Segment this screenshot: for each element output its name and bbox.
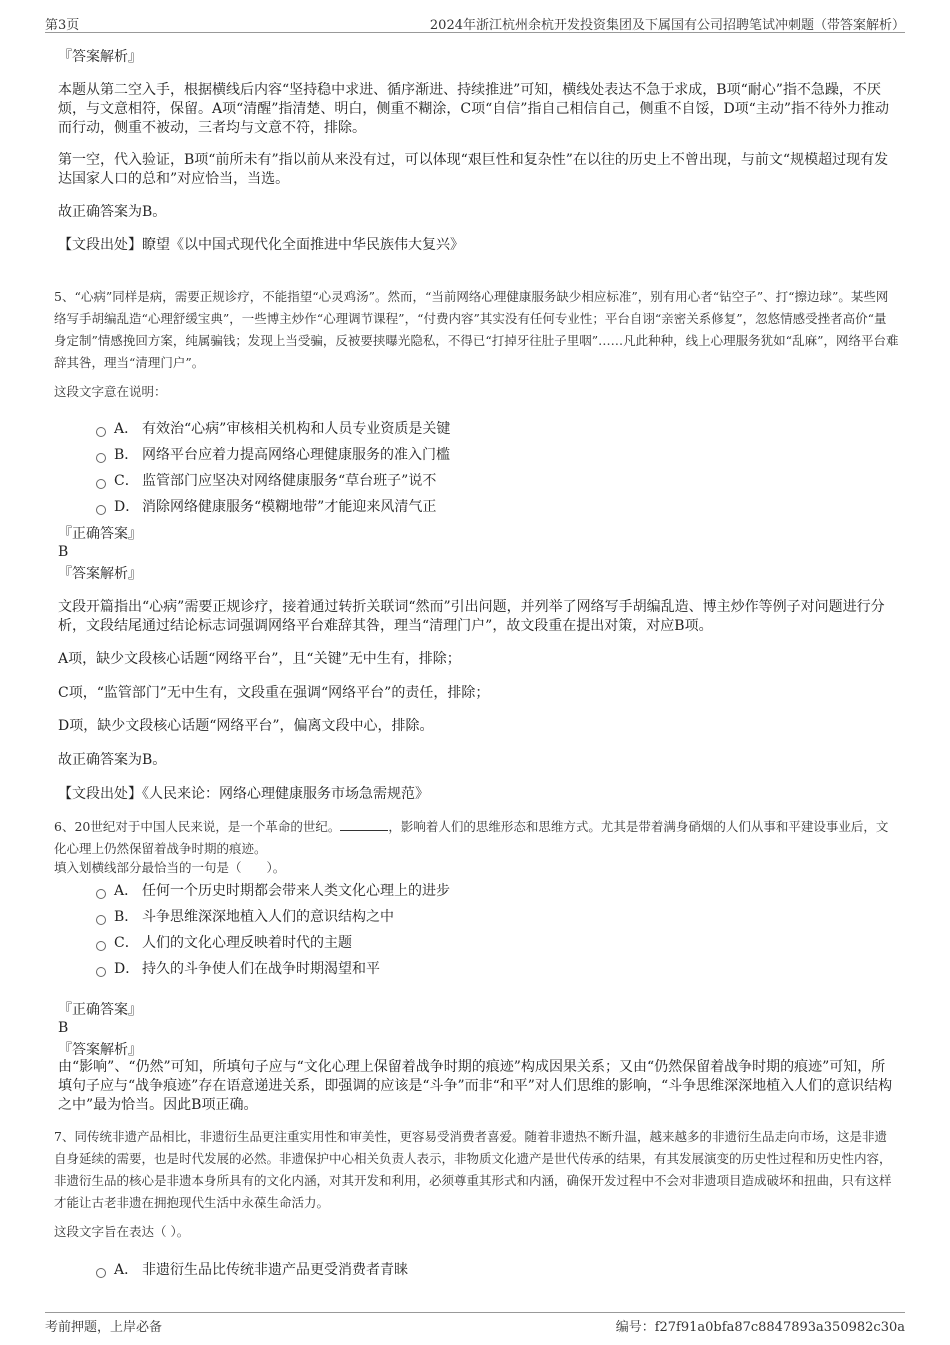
- q6-option-d[interactable]: D． 持久的斗争使人们在战争时期渴望和平: [96, 958, 380, 978]
- q5-option-c[interactable]: C． 监管部门应坚决对网络健康服务“草台班子”说不: [96, 470, 436, 490]
- q5-source: 【文段出处】《人民来论：网络心理健康服务市场急需规范》: [58, 786, 429, 802]
- q4-conclusion: 故正确答案为B。: [58, 204, 167, 220]
- q4-analysis-p2: 第一空，代入验证，B项“前所未有”指以前从来没有过，可以体现“艰巨性和复杂性”在以往的历史上不曾出现，与前文“规模超过现有发达国家人口的总和”对应恰当，当选。: [58, 152, 889, 187]
- q5-conclusion: 故正确答案为B。: [58, 752, 167, 768]
- q4-source: 【文段出处】瞭望《以中国式现代化全面推进中华民族伟大复兴》: [58, 237, 464, 253]
- q6-stem: 6、20世纪对于中国人民来说，是一个革命的世纪。 ，影响着人们的思维形态和思维方式。尤其是带着满身硝烟的人们从事和平建设事业后，文化心理上仍然保留着战争时期的痕迹。: [54, 816, 899, 860]
- radio-icon[interactable]: [96, 967, 106, 977]
- radio-icon[interactable]: [96, 941, 106, 951]
- q7-stem: 7、同传统非遗产品相比，非遗衍生品更注重实用性和审美性，更容易受消费者喜爱。随着非遗热不断升温，越来越多的非遗衍生品走向市场，这是非遗自身延续的需要，也是时代发展的必然。非遗保护中心相关负责人表示，非物质文化遗产是世代传承的结果，有其发展演变的历史性过程和历史性内容，非遗衍生品的核心是非遗本身所具有的文化内涵，对其开发和利用，必须尊重其形式和内涵，确保开发过程中不会对非遗项目造成破坏和扭曲，只有这样才能让古老非遗在拥抱现代生活中永葆生命活力。: [54, 1129, 892, 1210]
- q6-prompt: 填入划横线部分最恰当的一句是（ ）。: [54, 860, 286, 875]
- radio-icon[interactable]: [96, 453, 106, 463]
- q4-analysis-label: 『答案解析』: [58, 49, 142, 65]
- q5-analysis-main: 文段开篇指出“心病”需要正规诊疗，接着通过转折关联词“然而”引出问题，并列举了网络写手胡编乱造、博主炒作等例子对问题进行分析，文段结尾通过结论标志词强调网络平台难辞其咎，理当“清理门户”，故文段重在提出对策，对应B项。: [58, 599, 885, 634]
- radio-icon[interactable]: [96, 505, 106, 515]
- q6-option-a[interactable]: A． 任何一个历史时期都会带来人类文化心理上的进步: [96, 880, 450, 900]
- q5-analysis-d: D项，缺少文段核心话题“网络平台”，偏离文段中心，排除。: [58, 718, 434, 734]
- q5-analysis-a: A项，缺少文段核心话题“网络平台”，且“关键”无中生有，排除；: [58, 651, 461, 667]
- radio-icon[interactable]: [96, 427, 106, 437]
- page-footer: [45, 1312, 905, 1335]
- document-title: 2024年浙江杭州余杭开发投资集团及下属国有公司招聘笔试冲刺题（带答案解析）: [429, 18, 905, 33]
- q5-analysis-c: C项，“监管部门”无中生有，文段重在强调“网络平台”的责任，排除；: [58, 685, 490, 701]
- q5-analysis-label: 『答案解析』: [58, 566, 142, 582]
- q5-option-b[interactable]: B． 网络平台应着力提高网络心理健康服务的准入门槛: [96, 444, 450, 464]
- page-number: 第3页: [45, 18, 80, 33]
- q5-answer-label: 『正确答案』: [58, 526, 142, 542]
- q7-option-a[interactable]: A． 非遗衍生品比传统非遗产品更受消费者青睐: [96, 1259, 408, 1279]
- radio-icon[interactable]: [96, 889, 106, 899]
- q5-option-d[interactable]: D． 消除网络健康服务“模糊地带”才能迎来风清气正: [96, 496, 436, 516]
- footer-slogan: 考前押题，上岸必备: [45, 1320, 163, 1335]
- q5-answer: B: [58, 544, 69, 560]
- q6-answer-label: 『正确答案』: [58, 1002, 142, 1018]
- answer-blank: [340, 816, 388, 831]
- q6-option-c[interactable]: C． 人们的文化心理反映着时代的主题: [96, 932, 352, 952]
- radio-icon[interactable]: [96, 1268, 106, 1278]
- q4-analysis-p1: 本题从第二空入手，根据横线后内容“坚持稳中求进、循序渐进、持续推进”可知，横线处表达不急于求成，B项“耐心”指不急躁，不厌烦，与文意相符，保留。A项“清醒”指清楚、明白，侧重不糊涂，C项“自信”指自己相信自己，侧重不自馁，D项“主动”指不待外力推动而行动，侧重不被动，三者均与文意不符，排除。: [58, 82, 889, 136]
- page-header: [45, 10, 905, 33]
- q5-stem: 5、“心病”同样是病，需要正规诊疗，不能指望“心灵鸡汤”。然而，“当前网络心理健康服务缺少相应标准”，别有用心者“钻空子”、打“擦边球”。某些网络写手胡编乱造“心理舒缓宝典”，一些博主炒作“心理调节课程”，“付费内容”其实没有任何专业性；平台自诩“亲密关系修复”，忽悠情感受挫者高价“量身定制”情感挽回方案，纯属骗钱；发现上当受骗，反被要挟曝光隐私，不得已“打掉牙往肚子里咽”……凡此种种，线上心理服务犹如“乱麻”，网络平台难辞其咎，理当“清理门户”。: [54, 289, 899, 370]
- q6-option-b[interactable]: B． 斗争思维深深地植入人们的意识结构之中: [96, 906, 394, 926]
- q7-prompt: 这段文字旨在表达（ ）。: [54, 1224, 190, 1239]
- q6-answer: B: [58, 1020, 69, 1036]
- document-id: 编号：f27f91a0bfa87c8847893a350982c30a: [615, 1320, 905, 1335]
- radio-icon[interactable]: [96, 479, 106, 489]
- q5-prompt: 这段文字意在说明：: [54, 384, 167, 399]
- q5-option-a[interactable]: A． 有效治“心病”审核相关机构和人员专业资质是关键: [96, 418, 450, 438]
- q6-analysis-label: 『答案解析』: [58, 1042, 142, 1058]
- q6-analysis: 由“影响”、“仍然”可知，所填句子应与“文化心理上保留着战争时期的痕迹”构成因果关系；又由“仍然保留着战争时期的痕迹”可知，所填句子应与“战争痕迹”存在语意递进关系，即强调的应该是“斗争”而非“和平”对人们思维的影响，“斗争思维深深地植入人们的意识结构之中”最为恰当。因此B项正确。: [58, 1059, 893, 1113]
- radio-icon[interactable]: [96, 915, 106, 925]
